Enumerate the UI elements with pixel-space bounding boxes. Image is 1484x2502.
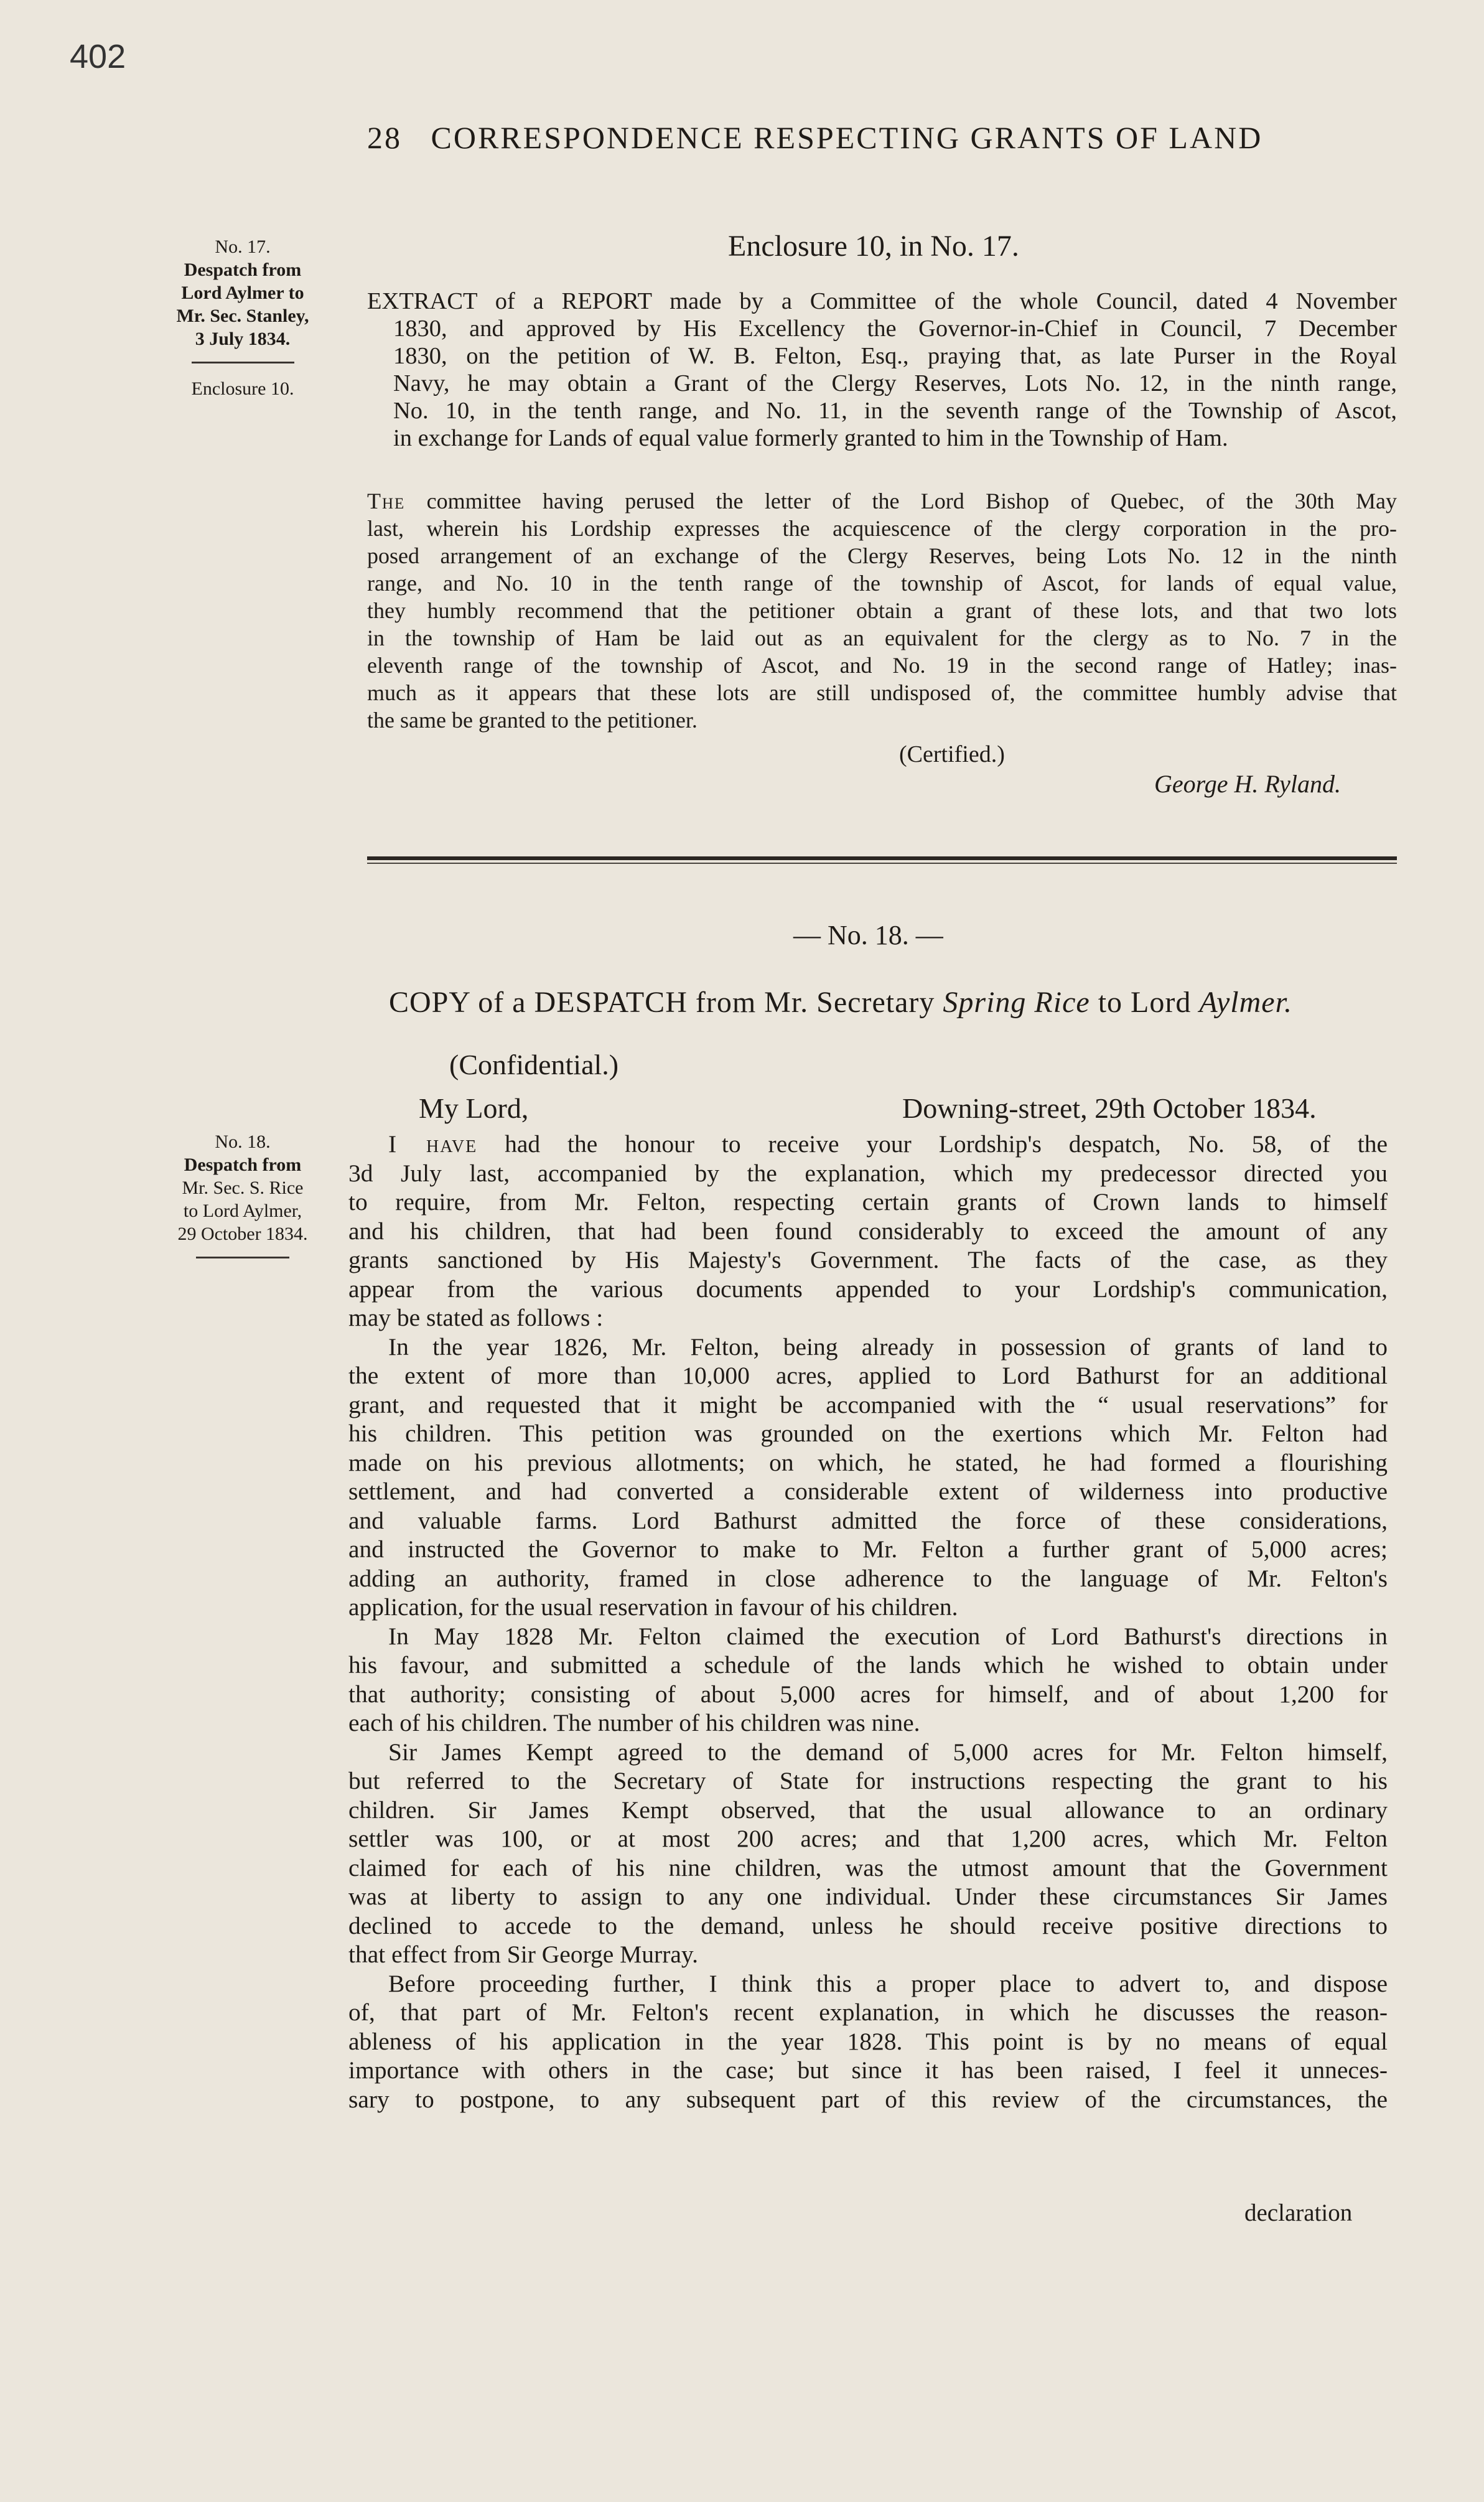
margin-note-line: Lord Aylmer to bbox=[181, 283, 304, 303]
body-line: made on his previous allotments; on which, he stated, he had formed a flourishing bbox=[348, 1448, 1388, 1476]
running-head-page: 28 bbox=[367, 120, 402, 155]
margin-note-line: to Lord Aylmer, bbox=[183, 1201, 302, 1221]
margin-note-line: 29 October 1834. bbox=[177, 1224, 308, 1244]
margin-note-line: Mr. Sec. S. Rice bbox=[182, 1178, 304, 1198]
body-line: I have had the honour to receive your Lordship's despatch, No. 58, of the bbox=[388, 1130, 1388, 1158]
body-line: to require, from Mr. Felton, respecting certain grants of Crown lands to himself bbox=[348, 1188, 1388, 1216]
body-line: children. Sir James Kempt observed, that the usual allowance to an ordinary bbox=[348, 1796, 1388, 1824]
report-line: last, wherein his Lordship expresses the acquiescence of the clergy corporation in the pro- bbox=[367, 516, 1397, 541]
report-line: posed arrangement of an exchange of the Clergy Reserves, being Lots No. 12 in the ninth bbox=[367, 543, 1397, 568]
report-line: they humbly recommend that the petitioner obtain a grant of these lots, and that two lots bbox=[367, 598, 1397, 623]
body-line: the extent of more than 10,000 acres, applied to Lord Bathurst for an additional bbox=[348, 1362, 1388, 1389]
margin-divider bbox=[196, 1257, 289, 1258]
body-first-words: I have bbox=[388, 1130, 478, 1158]
margin-divider bbox=[192, 362, 294, 363]
body-line: ableness of his application in the year 1828. This point is by no means of equal bbox=[348, 2027, 1388, 2055]
running-head bbox=[367, 119, 1262, 156]
report-line: range, and No. 10 in the tenth range of the township of Ascot, for lands of equal value, bbox=[367, 571, 1397, 596]
body-line: adding an authority, framed in close adherence to the language of Mr. Felton's bbox=[348, 1564, 1388, 1592]
body-line: his children. This petition was grounded on the exertions which Mr. Felton had bbox=[348, 1420, 1388, 1447]
report-line: eleventh range of the township of Ascot, and No. 19 in the second range of Hatley; inas- bbox=[367, 653, 1397, 678]
body-line: was at liberty to assign to any one individual. Under these circumstances Sir James bbox=[348, 1883, 1388, 1910]
margin-note-line: Mr. Sec. Stanley, bbox=[176, 306, 309, 326]
body-line: may be stated as follows : bbox=[348, 1304, 604, 1331]
body-line: that authority; consisting of about 5,000 acres for himself, and of about 1,200 for bbox=[348, 1680, 1388, 1708]
extract-heading bbox=[367, 288, 1397, 452]
body-line: importance with others in the case; but since it has been raised, I feel it unneces- bbox=[348, 2056, 1388, 2084]
margin-note-line: Despatch from bbox=[184, 1155, 302, 1175]
extract-line: Navy, he may obtain a Grant of the Clergy Reserves, Lots No. 12, in the ninth range, bbox=[393, 370, 1397, 396]
body-line: sary to postpone, to any subsequent part of this review of the circumstances, the bbox=[348, 2085, 1388, 2113]
despatch-body bbox=[348, 1130, 1388, 2114]
page-number: 402 bbox=[70, 38, 126, 75]
report-first-word: The bbox=[367, 489, 406, 513]
margin-note-no18 bbox=[140, 1130, 345, 1272]
body-line: In the year 1826, Mr. Felton, being already in possession of grants of land to bbox=[388, 1333, 1388, 1361]
despatch-sender: Spring Rice bbox=[943, 986, 1090, 1019]
section-divider-thin bbox=[367, 863, 1397, 864]
report-line: much as it appears that these lots are still undisposed of, the committee humbly advise that bbox=[367, 680, 1397, 705]
body-line: his favour, and submitted a schedule of the lands which he wished to obtain under bbox=[348, 1651, 1388, 1679]
body-line: appear from the various documents appended to your Lordship's communication, bbox=[348, 1275, 1388, 1303]
extract-line: No. 10, in the tenth range, and No. 11, in the seventh range of the Township of Ascot, bbox=[393, 398, 1397, 424]
body-line: grants sanctioned by His Majesty's Government. The facts of the case, as they bbox=[348, 1246, 1388, 1273]
signature: George H. Ryland. bbox=[1154, 770, 1341, 798]
body-line: and valuable farms. Lord Bathurst admitted the force of these considerations, bbox=[348, 1506, 1388, 1534]
body-line: application, for the usual reservation in favour of his children. bbox=[348, 1593, 958, 1621]
confidential-label: (Confidential.) bbox=[449, 1049, 619, 1080]
body-line: settler was 100, or at most 200 acres; and that 1,200 acres, which Mr. Felton bbox=[348, 1825, 1388, 1852]
body-line: Before proceeding further, I think this a proper place to advert to, and dispose bbox=[388, 1969, 1388, 1997]
body-line: of, that part of Mr. Felton's recent explanation, in which he discusses the reason- bbox=[348, 1998, 1388, 2026]
report-line: in the township of Ham be laid out as an equivalent for the clergy as to No. 7 in the bbox=[367, 626, 1397, 650]
body-line: and instructed the Governor to make to Mr. Felton a further grant of 5,000 acres; bbox=[348, 1535, 1388, 1563]
running-head-title: CORRESPONDENCE RESPECTING GRANTS OF LAND bbox=[431, 120, 1263, 155]
body-line: settlement, and had converted a considerable extent of wilderness into productive bbox=[348, 1478, 1388, 1505]
despatch-title: COPY of a DESPATCH from Mr. Secretary Spring Rice to Lord Aylmer. bbox=[389, 986, 1292, 1019]
despatch-recipient: Aylmer. bbox=[1199, 986, 1292, 1019]
margin-note-no17 bbox=[140, 235, 345, 400]
extract-line: 1830, on the petition of W. B. Felton, Esq., praying that, as late Purser in the Royal bbox=[393, 343, 1397, 369]
extract-line: 1830, and approved by His Excellency the Governor-in-Chief in Council, 7 December bbox=[393, 316, 1397, 342]
section-divider-thick bbox=[367, 856, 1397, 860]
salutation: My Lord, bbox=[419, 1092, 529, 1124]
enclosure-title: Enclosure 10, in No. 17. bbox=[728, 230, 1019, 263]
body-line: and his children, that had been found considerably to exceed the amount of any bbox=[348, 1217, 1388, 1245]
catchword: declaration bbox=[1244, 2200, 1353, 2226]
body-line: In May 1828 Mr. Felton claimed the execution of Lord Bathurst's directions in bbox=[388, 1622, 1388, 1650]
margin-note-line: Despatch from bbox=[184, 260, 302, 280]
body-line: declined to accede to the demand, unless he should receive positive directions to bbox=[348, 1911, 1388, 1939]
committee-report bbox=[367, 487, 1397, 734]
certified-label: (Certified.) bbox=[899, 741, 1005, 767]
extract-line: in exchange for Lands of equal value formerly granted to him in the Township of Ham. bbox=[393, 425, 1228, 451]
no18-heading: — No. 18. — bbox=[793, 920, 943, 950]
margin-note-enclosure: Enclosure 10. bbox=[191, 378, 294, 399]
report-line-1: The committee having perused the letter of the Lord Bishop of Quebec, of the 30th May bbox=[367, 489, 1397, 513]
margin-note-line: No. 17. bbox=[215, 237, 271, 257]
body-line: grant, and requested that it might be accompanied with the “ usual reservations” for bbox=[348, 1390, 1388, 1418]
body-line: 3d July last, accompanied by the explanation, which my predecessor directed you bbox=[348, 1159, 1388, 1187]
body-line: Sir James Kempt agreed to the demand of 5,000 acres for Mr. Felton himself, bbox=[388, 1738, 1388, 1766]
margin-note-line: No. 18. bbox=[215, 1132, 271, 1152]
margin-note-line: 3 July 1834. bbox=[195, 329, 291, 349]
body-line: claimed for each of his nine children, was the utmost amount that the Government bbox=[348, 1853, 1388, 1881]
report-line: the same be granted to the petitioner. bbox=[367, 708, 698, 733]
extract-line: EXTRACT of a REPORT made by a Committee of the whole Council, dated 4 November bbox=[367, 288, 1397, 314]
body-line: that effect from Sir George Murray. bbox=[348, 1941, 698, 1968]
body-line: but referred to the Secretary of State for instructions respecting the grant to his bbox=[348, 1767, 1388, 1794]
date-line: Downing-street, 29th October 1834. bbox=[902, 1092, 1317, 1124]
body-line: each of his children. The number of his children was nine. bbox=[348, 1709, 920, 1736]
